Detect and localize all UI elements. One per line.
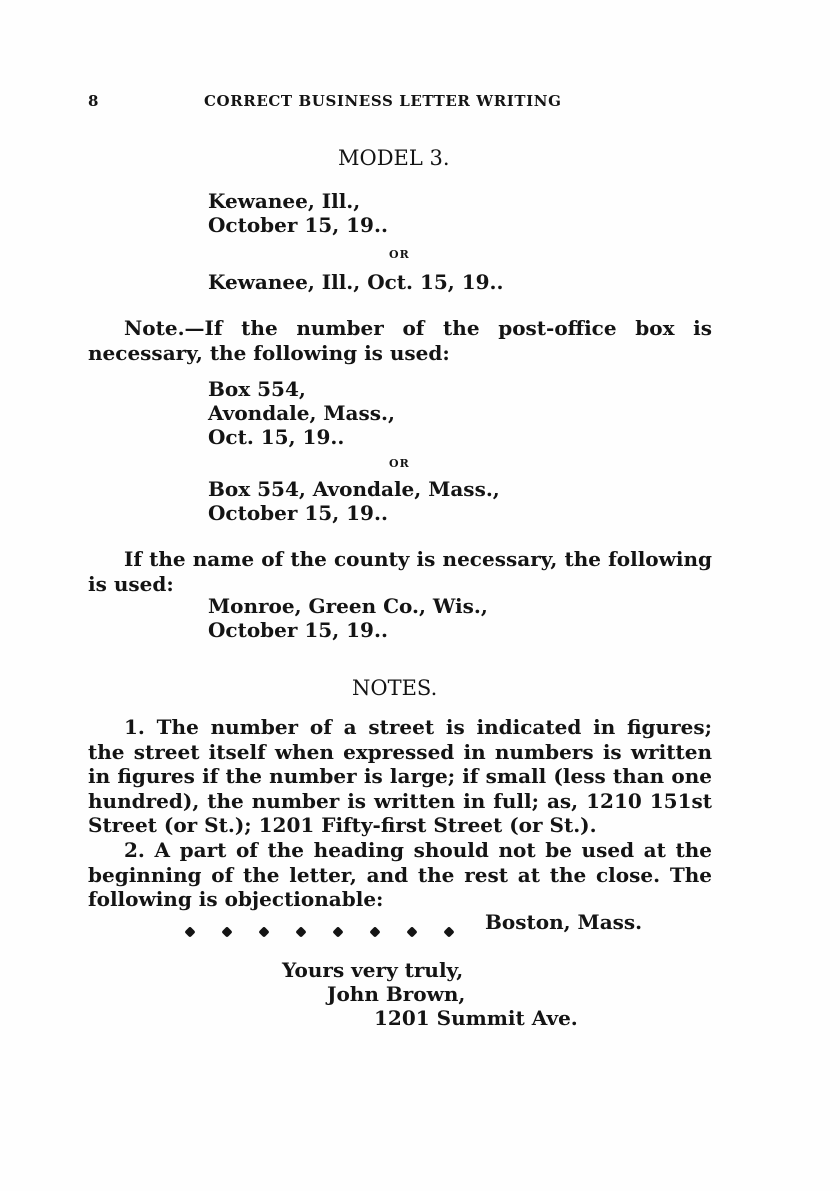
separator-dot bbox=[258, 926, 269, 937]
example2-alt2: October 15, 19.. bbox=[208, 501, 388, 525]
separator-dot bbox=[184, 926, 195, 937]
note-post-office-box: Note.—If the number of the post-office box is necessary, the following is used: bbox=[88, 316, 712, 365]
example2-or: OR bbox=[389, 457, 410, 470]
closing-line1: Yours very truly, bbox=[282, 958, 464, 982]
notes-title: NOTES. bbox=[352, 676, 438, 700]
example1-line1: Kewanee, Ill., bbox=[208, 189, 361, 213]
closing-line3: 1201 Summit Ave. bbox=[374, 1006, 578, 1030]
running-title: CORRECT BUSINESS LETTER WRITING bbox=[204, 92, 562, 110]
separator-dot bbox=[406, 926, 417, 937]
note-county: If the name of the county is necessary, the following is used: bbox=[88, 547, 712, 596]
example1-or: OR bbox=[389, 248, 410, 261]
example1-line2: October 15, 19.. bbox=[208, 213, 388, 237]
example3-line2: October 15, 19.. bbox=[208, 618, 388, 642]
model-title: MODEL 3. bbox=[338, 146, 450, 170]
separator-dot bbox=[221, 926, 232, 937]
example1-alt: Kewanee, Ill., Oct. 15, 19.. bbox=[208, 270, 504, 294]
note-item-2: 2. A part of the heading should not be used at the beginning of the letter, and the rest at the close. The following is objectionable: bbox=[88, 838, 712, 911]
page-number: 8 bbox=[88, 92, 100, 110]
separator-dot bbox=[332, 926, 343, 937]
note-item-1: 1. The number of a street is indicated in figures; the street itself when expressed in numbers is written in figures if the number is large; if small (less than one hundred), the number is written in full; as, 1210 151st Street (or St.); 1201 Fifty-first Street (or St.). bbox=[88, 715, 712, 837]
example2-line3: Oct. 15, 19.. bbox=[208, 425, 345, 449]
example2-line2: Avondale, Mass., bbox=[208, 401, 395, 425]
closing-line2: John Brown, bbox=[327, 982, 466, 1006]
separator-dot bbox=[443, 926, 454, 937]
omission-separator bbox=[186, 928, 453, 936]
example3-line1: Monroe, Green Co., Wis., bbox=[208, 594, 488, 618]
separator-dot bbox=[295, 926, 306, 937]
example2-alt1: Box 554, Avondale, Mass., bbox=[208, 477, 500, 501]
example2-line1: Box 554, bbox=[208, 377, 306, 401]
separator-dot bbox=[369, 926, 380, 937]
closing-place: Boston, Mass. bbox=[485, 910, 643, 934]
